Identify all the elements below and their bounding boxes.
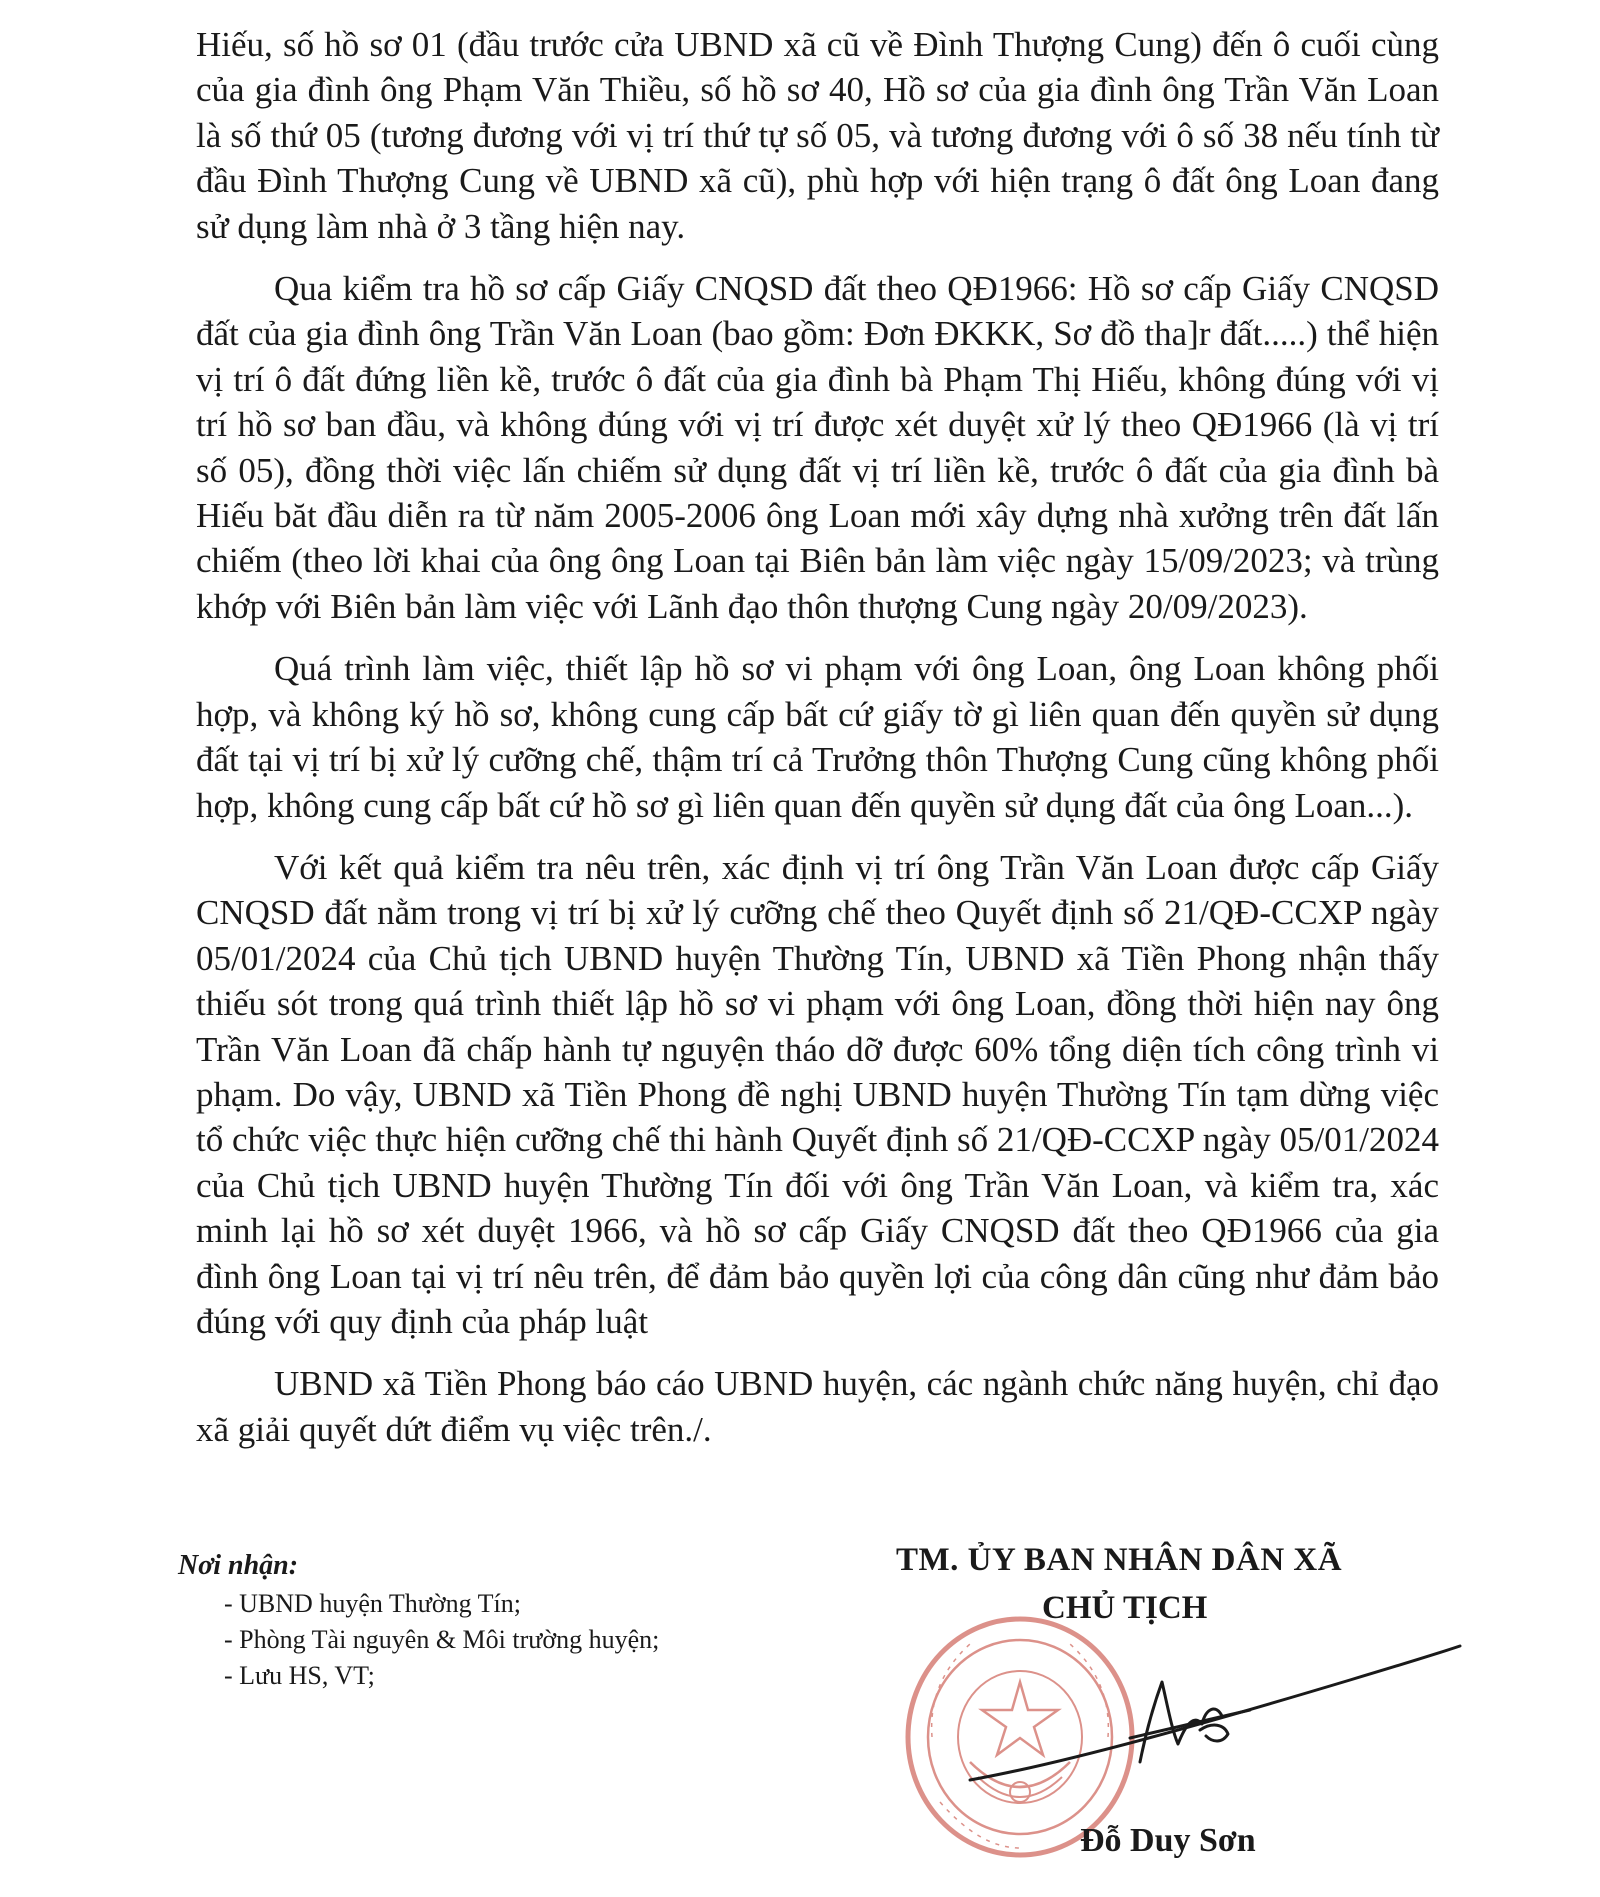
signature-block — [850, 1542, 1470, 1882]
signer-name: Đỗ Duy Sơn — [1080, 1822, 1256, 1859]
paragraph-3: Quá trình làm việc, thiết lập hồ sơ vi phạm với ông Loan, ông Loan không phối hợp, và không ký hồ sơ, không cung cấp bất cứ giấy tờ gì liên quan đến quyền sử dụng đất tại vị trí bị xử lý cưỡng chế, thậm trí cả Trưởng thôn Thượng Cung cũng không phối hợp, không cung cấp bất cứ hồ sơ gì liên quan đến quyền sử dụng đất của ông Loan...). — [196, 649, 1439, 825]
recipient-item: - UBND huyện Thường Tín; — [224, 1589, 521, 1618]
recipient-item: - Lưu HS, VT; — [224, 1661, 375, 1690]
signature-organization: TM. ỦY BAN NHÂN DÂN XÃ — [896, 1542, 1343, 1578]
recipients-list — [178, 1586, 818, 1694]
recipient-item: - Phòng Tài nguyên & Môi trường huyện; — [224, 1625, 660, 1654]
signature-title: CHỦ TỊCH — [1042, 1590, 1208, 1626]
paragraph-4: Với kết quả kiểm tra nêu trên, xác định vị trí ông Trần Văn Loan được cấp Giấy CNQSD đất nằm trong vị trí bị xử lý cưỡng chế theo Quyết định số 21/QĐ-CCXP ngày 05/01/2024 của Chủ tịch UBND huyện Thường Tín, UBND xã Tiền Phong nhận thấy thiếu sót trong quá trình thiết lập hồ sơ vi phạm với ông Loan, đồng thời hiện nay ông Trần Văn Loan đã chấp hành tự nguyện tháo dỡ được 60% tổng diện tích công trình vi phạm. Do vậy, UBND xã Tiền Phong đề nghị UBND huyện Thường Tín tạm dừng việc tổ chức việc thực hiện cưỡng chế thi hành Quyết định số 21/QĐ-CCXP ngày 05/01/2024 của Chủ tịch UBND huyện Thường Tín đối với ông Trần Văn Loan, và kiểm tra, xác minh lại hồ sơ xét duyệt 1966, và hồ sơ cấp Giấy CNQSD đất theo QĐ1966 của gia đình ông Loan tại vị trí nêu trên, để đảm bảo quyền lợi của công dân cũng như đảm bảo đúng với quy định của pháp luật — [196, 847, 1439, 1341]
document-body — [196, 22, 1439, 1469]
paragraph-1: Hiếu, số hồ sơ 01 (đầu trước cửa UBND xã cũ về Đình Thượng Cung) đến ô cuối cùng của gia đình ông Phạm Văn Thiều, số hồ sơ 40, Hồ sơ của gia đình ông Trần Văn Loan là số thứ 05 (tương đương với vị trí thứ tự số 05, và tương đương với ô số 38 nếu tính từ đầu Đình Thượng Cung về UBND xã cũ), phù hợp với hiện trạng ô đất ông Loan đang sử dụng làm nhà ở 3 tầng hiện nay. — [196, 25, 1439, 246]
recipients-block — [178, 1548, 818, 1694]
paragraph-2: Qua kiểm tra hồ sơ cấp Giấy CNQSD đất theo QĐ1966: Hồ sơ cấp Giấy CNQSD đất của gia đình ông Trần Văn Loan (bao gồm: Đơn ĐKKK, Sơ đồ tha]r đất.....) thể hiện vị trí ô đất đứng liền kề, trước ô đất của gia đình bà Phạm Thị Hiếu, không đúng với vị trí hồ sơ ban đầu, và không đúng với vị trí được xét duyệt xử lý theo QĐ1966 (là vị trí số 05), đồng thời việc lấn chiếm sử dụng đất vị trí liền kề, trước ô đất của gia đình bà Hiếu băt đầu diễn ra từ năm 2005-2006 ông Loan mới xây dựng nhà xưởng trên đất lấn chiếm (theo lời khai của ông ông Loan tại Biên bản làm việc ngày 15/09/2023; và trùng khớp với Biên bản làm việc với Lãnh đạo thôn thượng Cung ngày 20/09/2023). — [196, 269, 1439, 626]
handwritten-signature-icon — [950, 1612, 1470, 1792]
paragraph-5: UBND xã Tiền Phong báo cáo UBND huyện, các ngành chức năng huyện, chỉ đạo xã giải quyết dứt điểm vụ việc trên./. — [196, 1364, 1439, 1449]
recipients-heading: Nơi nhận: — [178, 1550, 299, 1581]
